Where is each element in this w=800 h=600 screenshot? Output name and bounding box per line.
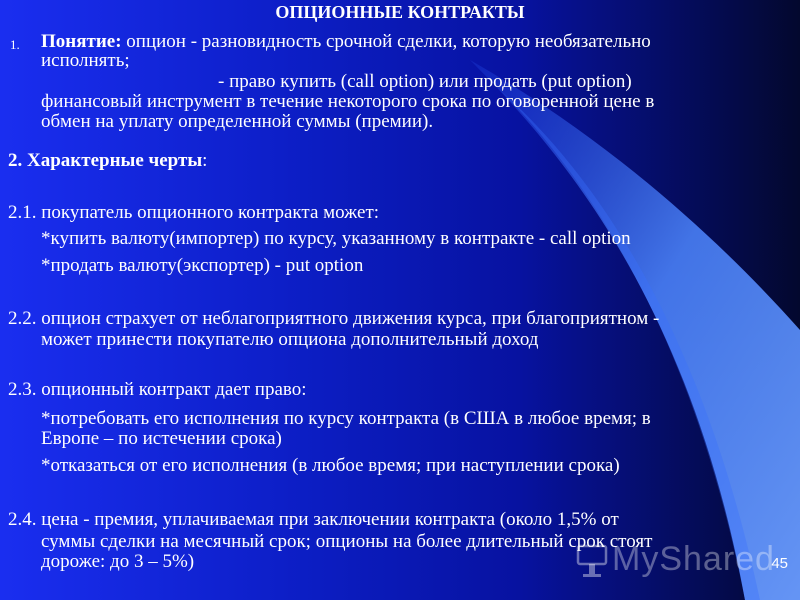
item1-line2: исполнять; — [41, 50, 130, 71]
section-2-2-line-2: может принести покупателю опциона дополнительный доход — [41, 329, 539, 350]
item2-heading: 2. Характерные черты: — [8, 150, 208, 171]
item1-line3: - право купить (call option) или продать (put option) — [218, 71, 632, 92]
section-2-1-bullet-2: *продать валюту(экспортер) - put option — [41, 255, 364, 276]
section-2-1-heading: 2.1. покупатель опционного контракта может: — [8, 202, 380, 223]
section-2-4-line-1: 2.4. цена - премия, уплачиваемая при заключении контракта (около 1,5% от — [8, 509, 619, 530]
page-number: 45 — [771, 555, 788, 572]
section-2-4-line-3: дороже: до 3 – 5%) — [41, 551, 195, 572]
item1-line4: финансовый инструмент в течение некоторого срока по оговоренной цене в — [41, 91, 655, 112]
item1-number: 1. — [10, 37, 20, 52]
watermark-logo-icon — [575, 540, 609, 580]
item1-label: Понятие: — [41, 31, 122, 52]
watermark: MyShared — [612, 540, 775, 578]
section-2-3-heading: 2.3. опционный контракт дает право: — [8, 379, 307, 400]
item1-text: опцион - разновидность срочной сделки, которую необязательно — [121, 31, 651, 52]
section-2-1-bullet-1: *купить валюту(импортер) по курсу, указанному в контракте - call option — [41, 228, 631, 249]
section-2-3-bullet-1-line-2: Европе – по истечении срока) — [41, 428, 282, 449]
section-2-2-line-1: 2.2. опцион страхует от неблагоприятного движения курса, при благоприятном - — [8, 308, 660, 329]
slide-title: ОПЦИОННЫЕ КОНТРАКТЫ — [275, 2, 525, 22]
item1-line1 — [41, 32, 651, 51]
section-2-3-bullet-2: *отказаться от его исполнения (в любое время; при наступлении срока) — [41, 455, 620, 476]
section-2-4-line-2: суммы сделки на месячный срок; опционы на более длительный срок стоят — [41, 531, 653, 552]
item1-line5: обмен на уплату определенной суммы (премии). — [41, 111, 434, 132]
section-2-3-bullet-1-line-1: *потребовать его исполнения по курсу контракта (в США в любое время; в — [41, 408, 651, 429]
